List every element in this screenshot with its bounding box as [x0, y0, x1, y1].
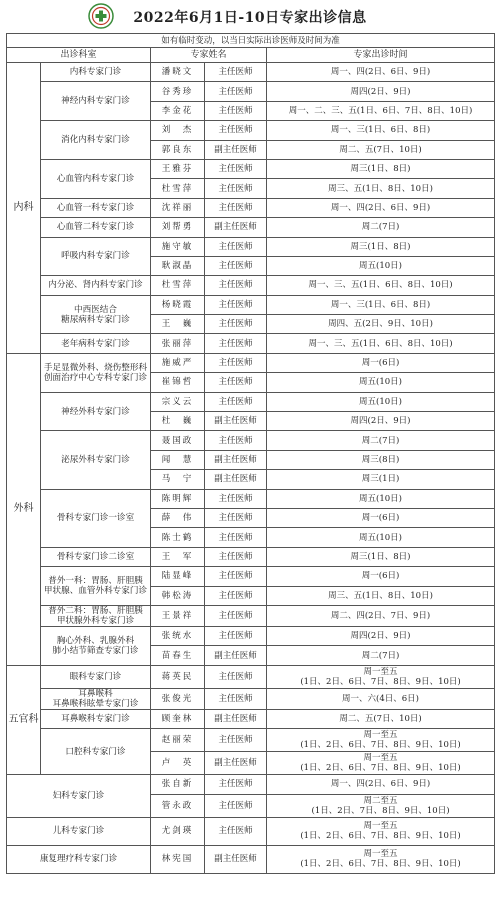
department-cell: 心血管二科专家门诊 — [41, 218, 151, 237]
schedule-time: 周二至五 (1日、2日、7日、8日、9日、10日) — [267, 794, 495, 817]
doctor-name: 谷秀珍 — [151, 82, 205, 101]
doctor-name: 尤剑瑛 — [151, 817, 205, 845]
doctor-name: 赵丽荣 — [151, 729, 205, 752]
doctor-name: 张统水 — [151, 626, 205, 645]
schedule-time: 周五(10日) — [267, 392, 495, 411]
header-expert: 专家姓名 — [151, 48, 267, 63]
doctor-title: 主任医师 — [205, 665, 267, 688]
department-cell: 普外二科：胃肠、肝胆胰 甲状腺外科专家门诊 — [41, 605, 151, 626]
schedule-time: 周一、四(2日、6日、9日) — [267, 63, 495, 82]
doctor-name: 潘晓文 — [151, 63, 205, 82]
schedule-time: 周三(1日、8日) — [267, 159, 495, 178]
department-cell: 神经外科专家门诊 — [41, 392, 151, 431]
doctor-name: 宗义云 — [151, 392, 205, 411]
doctor-title: 主任医师 — [205, 256, 267, 275]
department-cell: 口腔科专家门诊 — [41, 729, 151, 775]
doctor-title: 副主任医师 — [205, 218, 267, 237]
department-cell: 普外一科：胃肠、肝胆胰 甲状腺、血管外科专家门诊 — [41, 567, 151, 606]
doctor-title: 主任医师 — [205, 179, 267, 198]
doctor-name: 郭良东 — [151, 140, 205, 159]
schedule-time: 周一(6日) — [267, 508, 495, 527]
doctor-title: 主任医师 — [205, 295, 267, 314]
schedule-time: 周一、三、五(1日、6日、8日、10日) — [267, 276, 495, 295]
doctor-title: 主任医师 — [205, 586, 267, 605]
doctor-name: 耿淑晶 — [151, 256, 205, 275]
schedule-time: 周一、三、五(1日、6日、8日、10日) — [267, 334, 495, 353]
page-title: 2022年6月1日-10日专家出诊信息 — [133, 10, 367, 26]
department-cell: 呼吸内科专家门诊 — [41, 237, 151, 276]
doctor-name: 沈祥丽 — [151, 198, 205, 217]
page-header — [0, 0, 500, 33]
schedule-time: 周一至五 (1日、2日、6日、7日、8日、9日、10日) — [267, 665, 495, 688]
doctor-name: 王雅芬 — [151, 159, 205, 178]
doctor-name: 杨晓霞 — [151, 295, 205, 314]
department-cell: 眼科专家门诊 — [41, 665, 151, 688]
doctor-title: 主任医师 — [205, 237, 267, 256]
doctor-title: 副主任医师 — [205, 450, 267, 469]
schedule-time: 周五(10日) — [267, 528, 495, 547]
doctor-name: 王 军 — [151, 547, 205, 566]
schedule-time: 周二、五(7日、10日) — [267, 140, 495, 159]
doctor-title: 副主任医师 — [205, 646, 267, 665]
schedule-time: 周三(1日、8日) — [267, 237, 495, 256]
doctor-name: 杜雪萍 — [151, 179, 205, 198]
department-cell: 耳鼻喉科专家门诊 — [41, 709, 151, 728]
schedule-time: 周四、五(2日、9日、10日) — [267, 315, 495, 334]
doctor-name: 韩松涛 — [151, 586, 205, 605]
doctor-title: 主任医师 — [205, 392, 267, 411]
department-cell: 耳鼻喉科 耳鼻喉科眩晕专家门诊 — [41, 688, 151, 709]
doctor-name: 卢 英 — [151, 752, 205, 775]
schedule-table — [6, 33, 495, 874]
department-cell: 康复理疗科专家门诊 — [7, 845, 151, 873]
department-cell: 心血管一科专家门诊 — [41, 198, 151, 217]
department-cell: 中西医结合 糖尿病科专家门诊 — [41, 295, 151, 334]
doctor-name: 马 宁 — [151, 470, 205, 489]
department-cell: 胸心外科、乳腺外科 肺小结节筛查专家门诊 — [41, 626, 151, 665]
doctor-title: 主任医师 — [205, 159, 267, 178]
doctor-title: 副主任医师 — [205, 140, 267, 159]
doctor-name: 陆显峰 — [151, 567, 205, 586]
doctor-name: 施守敏 — [151, 237, 205, 256]
doctor-title: 主任医师 — [205, 198, 267, 217]
schedule-time: 周一、二、三、五(1日、6日、7日、8日、10日) — [267, 101, 495, 120]
doctor-title: 主任医师 — [205, 489, 267, 508]
schedule-time: 周一、四(2日、6日、9日) — [267, 775, 495, 794]
schedule-time: 周一至五 (1日、2日、6日、7日、8日、9日、10日) — [267, 845, 495, 873]
schedule-time: 周一、六(4日、6日) — [267, 688, 495, 709]
doctor-name: 薛 伟 — [151, 508, 205, 527]
doctor-title: 主任医师 — [205, 567, 267, 586]
schedule-time: 周一、三(1日、6日、8日) — [267, 295, 495, 314]
doctor-title: 主任医师 — [205, 605, 267, 626]
department-cell: 骨科专家门诊二诊室 — [41, 547, 151, 566]
doctor-name: 王景祥 — [151, 605, 205, 626]
doctor-title: 主任医师 — [205, 729, 267, 752]
schedule-time: 周一、四(2日、6日、9日) — [267, 198, 495, 217]
doctor-title: 主任医师 — [205, 121, 267, 140]
doctor-title: 副主任医师 — [205, 412, 267, 431]
doctor-name: 陈士鹤 — [151, 528, 205, 547]
doctor-name: 刘帮勇 — [151, 218, 205, 237]
doctor-title: 主任医师 — [205, 276, 267, 295]
doctor-name: 李金花 — [151, 101, 205, 120]
department-cell: 泌尿外科专家门诊 — [41, 431, 151, 489]
doctor-name: 林宪国 — [151, 845, 205, 873]
doctor-name: 聂国政 — [151, 431, 205, 450]
doctor-title: 主任医师 — [205, 775, 267, 794]
department-cell: 内科专家门诊 — [41, 63, 151, 82]
department-cell: 骨科专家门诊一诊室 — [41, 489, 151, 547]
department-cell: 心血管内科专家门诊 — [41, 159, 151, 198]
doctor-title: 主任医师 — [205, 334, 267, 353]
schedule-time: 周二、五(7日、10日) — [267, 709, 495, 728]
doctor-title: 主任医师 — [205, 508, 267, 527]
schedule-time: 周一至五 (1日、2日、6日、7日、8日、9日、10日) — [267, 817, 495, 845]
schedule-time: 周一(6日) — [267, 567, 495, 586]
doctor-name: 施威严 — [151, 353, 205, 372]
department-cell: 手足显微外科、烧伤整形科 创面治疗中心专科专家门诊 — [41, 353, 151, 392]
schedule-time: 周四(2日、9日) — [267, 626, 495, 645]
doctor-title: 主任医师 — [205, 626, 267, 645]
doctor-name: 崔锦哲 — [151, 373, 205, 392]
schedule-time: 周一至五 (1日、2日、6日、7日、8日、9日、10日) — [267, 729, 495, 752]
schedule-time: 周一(6日) — [267, 353, 495, 372]
schedule-time: 周五(10日) — [267, 489, 495, 508]
department-cell: 儿科专家门诊 — [7, 817, 151, 845]
doctor-name: 张俊光 — [151, 688, 205, 709]
department-cell: 神经内科专家门诊 — [41, 82, 151, 121]
schedule-time: 周三(1日、8日) — [267, 547, 495, 566]
schedule-time: 周二、四(2日、7日、9日) — [267, 605, 495, 626]
header-time: 专家出诊时间 — [267, 48, 495, 63]
schedule-time: 周二(7日) — [267, 218, 495, 237]
department-cell: 消化内科专家门诊 — [41, 121, 151, 160]
schedule-time: 周三、五(1日、8日、10日) — [267, 179, 495, 198]
doctor-title: 主任医师 — [205, 82, 267, 101]
doctor-title: 主任医师 — [205, 528, 267, 547]
category-cell: 五官科 — [7, 665, 41, 774]
category-cell: 外科 — [7, 353, 41, 665]
doctor-title: 主任医师 — [205, 373, 267, 392]
schedule-time: 周二(7日) — [267, 646, 495, 665]
doctor-title: 主任医师 — [205, 315, 267, 334]
doctor-name: 陈明辉 — [151, 489, 205, 508]
doctor-title: 主任医师 — [205, 431, 267, 450]
doctor-name: 顾奎林 — [151, 709, 205, 728]
doctor-name: 张自新 — [151, 775, 205, 794]
doctor-title: 副主任医师 — [205, 470, 267, 489]
category-cell: 内科 — [7, 63, 41, 354]
doctor-title: 副主任医师 — [205, 752, 267, 775]
doctor-name: 刘 杰 — [151, 121, 205, 140]
schedule-time: 周三(1日) — [267, 470, 495, 489]
department-cell: 老年病科专家门诊 — [41, 334, 151, 353]
doctor-name: 杜 巍 — [151, 412, 205, 431]
schedule-time: 周五(10日) — [267, 256, 495, 275]
doctor-title: 主任医师 — [205, 817, 267, 845]
doctor-title: 主任医师 — [205, 63, 267, 82]
doctor-name: 闻 慧 — [151, 450, 205, 469]
schedule-time: 周一、三(1日、6日、8日) — [267, 121, 495, 140]
doctor-title: 主任医师 — [205, 353, 267, 372]
doctor-name: 王 巍 — [151, 315, 205, 334]
doctor-name: 蒋英民 — [151, 665, 205, 688]
notice: 如有临时变动，以当日实际出诊医师及时间为准 — [7, 34, 495, 48]
doctor-name: 苗春生 — [151, 646, 205, 665]
doctor-title: 主任医师 — [205, 547, 267, 566]
schedule-time: 周二(7日) — [267, 431, 495, 450]
department-cell: 妇科专家门诊 — [7, 775, 151, 817]
doctor-title: 副主任医师 — [205, 845, 267, 873]
department-cell: 内分泌、肾内科专家门诊 — [41, 276, 151, 295]
schedule-time: 周三(8日) — [267, 450, 495, 469]
doctor-title: 主任医师 — [205, 688, 267, 709]
schedule-time: 周五(10日) — [267, 373, 495, 392]
schedule-time: 周四(2日、9日) — [267, 82, 495, 101]
doctor-name: 杜雪萍 — [151, 276, 205, 295]
doctor-title: 主任医师 — [205, 794, 267, 817]
doctor-title: 主任医师 — [205, 101, 267, 120]
doctor-title: 副主任医师 — [205, 709, 267, 728]
doctor-name: 管永政 — [151, 794, 205, 817]
schedule-time: 周四(2日、9日) — [267, 412, 495, 431]
doctor-name: 张丽萍 — [151, 334, 205, 353]
schedule-time: 周三、五(1日、8日、10日) — [267, 586, 495, 605]
header-department: 出诊科室 — [7, 48, 151, 63]
schedule-time: 周一至五 (1日、2日、6日、7日、8日、9日、10日) — [267, 752, 495, 775]
